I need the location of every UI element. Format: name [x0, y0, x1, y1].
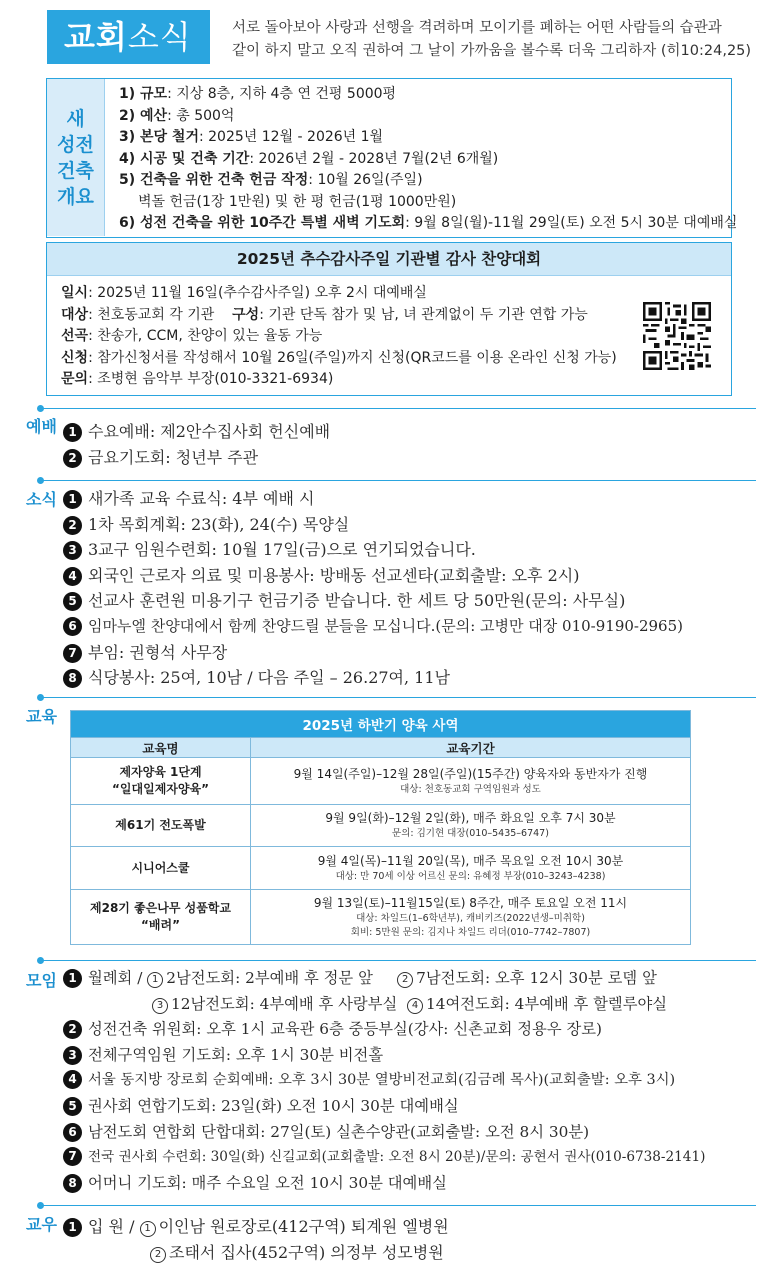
praise-contest-box: [46, 242, 732, 396]
worship-label: 예배: [26, 417, 57, 436]
list-item: 1 입 원 / 1 이인남 원로장로(412구역) 퇴계원 엘병원: [63, 1214, 449, 1240]
praise-date: 일시: 2025년 11월 16일(추수감사주일) 오후 2시 대예배실: [61, 285, 427, 301]
list-item: 2 조태서 집사(452구역) 의정부 성모병원: [63, 1240, 449, 1266]
section-divider: [40, 408, 756, 409]
list-item: 4 외국인 근로자 의료 및 미용봉사: 방배동 선교센타(교회출발: 오후 2시): [63, 563, 683, 589]
list-item: 2 1차 목회계획: 23(화), 24(수) 목양실: [63, 512, 683, 538]
overview-label-line: 건축: [57, 159, 94, 182]
course-period: 9월 9일(화)–12월 2일(화), 매주 화요일 오후 7시 30분 문의: 김기현 대장(010–5435–6747): [251, 805, 691, 847]
table-row: [71, 805, 691, 847]
overview-label-line: 새: [66, 107, 85, 130]
list-item: 5 선교사 훈련원 미용기구 헌금기증 받습니다. 한 세트 당 50만원(문의: 사무실): [63, 588, 683, 614]
overview-item: 6) 성전 건축을 위한 10주간 특별 새벽 기도회: 9월 8일(월)-11월 29일(토) 오전 5시 30분 대예배실: [119, 215, 738, 231]
list-item: 7 전국 권사회 수련회: 30일(화) 신길교회(교회출발: 오전 8시 20분)/문의: 공현서 권사(010-6738-2141): [63, 1145, 705, 1171]
column-header: 교육명: [71, 738, 251, 758]
list-item: 1 월례회 / 1 2남전도회: 2부예배 후 정문 앞 2 7남전도회: 오후 12시 30분 로뎀 앞: [63, 966, 705, 992]
praise-details: [61, 283, 617, 391]
overview-list: [119, 84, 737, 235]
title-bold: 교회: [64, 18, 128, 56]
list-item: 2 금요기도회: 청년부 주관: [63, 445, 330, 471]
praise-apply: 신청: 참가신청서를 작성해서 10월 26일(주일)까지 신청(QR코드를 이용 온라인 신청 가능): [61, 349, 617, 366]
overview-label-line: 개요: [57, 185, 94, 208]
title-light: 소식: [127, 18, 192, 56]
list-item: 5 권사회 연합기도회: 23일(화) 오전 10시 30분 대예배실: [63, 1094, 705, 1120]
members-label: 교우: [26, 1215, 57, 1234]
page-header: [0, 0, 767, 68]
meetings-list: [63, 966, 705, 1196]
overview-item: 1) 규모: 지상 8층, 지하 4층 연 건평 5000평: [119, 86, 397, 102]
section-divider: [40, 697, 756, 698]
verse-line: 서로 돌아보아 사랑과 선행을 격려하며 모이기를 폐하는 어떤 사람들의 습관과: [232, 20, 722, 36]
table-row: [71, 890, 691, 945]
course-period: 9월 4일(목)–11월 20일(목), 매주 목요일 오전 10시 30분 대상: 만 70세 이상 어르신 문의: 유혜정 부장(010–3243–4238): [251, 847, 691, 890]
column-header: 교육기간: [251, 738, 691, 758]
list-item: 2 성전건축 위원회: 오후 1시 교육관 6층 중등부실(강사: 신촌교회 정용우 장로): [63, 1017, 705, 1043]
list-item: 3 3교구 임원수련회: 10월 17일(금)으로 연기되었습니다.: [63, 537, 683, 563]
praise-heading: 2025년 추수감사주일 기관별 감사 찬양대회: [47, 243, 731, 276]
overview-item: 4) 시공 및 건축 기간: 2026년 2월 - 2028년 7월(2년 6개월): [119, 150, 499, 167]
overview-item: 2) 예산: 총 500억: [119, 107, 235, 124]
list-item: 6 남전도회 연합회 단합대회: 27일(토) 실촌수양관(교회출발: 오전 8시 30분): [63, 1120, 705, 1146]
meetings-label: 모임: [26, 971, 57, 990]
section-divider: [40, 960, 756, 961]
list-item: 3 전체구역임원 기도회: 오후 1시 30분 비전홀: [63, 1043, 705, 1069]
overview-label-line: 성전: [57, 133, 94, 156]
course-name: 제61기 전도폭발: [71, 805, 251, 847]
course-name: 제자양육 1단계 “일대일제자양육”: [71, 758, 251, 805]
section-divider: [40, 1205, 756, 1206]
table-row: [71, 847, 691, 890]
education-table: [70, 710, 691, 945]
course-name: 시니어스쿨: [71, 847, 251, 890]
overview-item: 5) 건축을 위한 건축 헌금 작정: 10월 26일(주일): [119, 172, 423, 188]
course-period: 9월 13일(토)–11월15일(토) 8주간, 매주 토요일 오전 11시 대상: 차일드(1–6학년부), 캐비키즈(2022년생–미취학) 회비: 5만원 문의: 김지나 차일드 리더(010–7742–7807): [251, 890, 691, 945]
overview-item: 벽돌 헌금(1장 1만원) 및 한 평 헌금(1평 1000만원): [138, 193, 457, 210]
list-item: 8 식당봉사: 25여, 10남 / 다음 주일 – 26.27여, 11남: [63, 665, 683, 691]
praise-contact: 문의: 조병현 음악부 부장(010-3321-6934): [61, 371, 334, 387]
praise-song: 선곡: 찬송가, CCM, 찬양이 있는 율동 가능: [61, 328, 323, 344]
table-row: [71, 758, 691, 805]
construction-overview-box: [46, 78, 738, 238]
news-list: [63, 486, 683, 691]
table-header-row: [71, 738, 691, 758]
news-label: 소식: [26, 490, 57, 509]
course-name: 제28기 좋은나무 성품학교 “배려”: [71, 890, 251, 945]
list-item: 8 어머니 기도회: 매주 수요일 오전 10시 30분 대예배실: [63, 1171, 705, 1197]
list-item: 7 부임: 권형석 사무장: [63, 640, 683, 666]
qr-code-icon[interactable]: [643, 302, 711, 370]
verse-line: 같이 하지 말고 오직 권하여 그 날이 가까움을 볼수록 더욱 그리하자 (히10:24,25): [232, 43, 752, 59]
section-divider: [40, 480, 756, 481]
list-item: 6 임마누엘 찬양대에서 함께 찬양드릴 분들을 모십니다.(문의: 고병만 대장 010-9190-2965): [63, 614, 683, 640]
education-label: 교육: [26, 707, 57, 726]
list-item: 1 새가족 교육 수료식: 4부 예배 시: [63, 486, 683, 512]
list-item: 1 수요예배: 제2안수집사회 헌신예배: [63, 419, 330, 445]
overview-item: 3) 본당 철거: 2025년 12월 - 2026년 1월: [119, 129, 384, 145]
praise-target: 대상: 천호동교회 각 기관 구성: 기관 단독 참가 및 남, 녀 관계없이 두 기관 연합 가능: [61, 306, 588, 323]
section-title-badge: [47, 10, 210, 64]
members-list: [63, 1214, 449, 1265]
course-period: 9월 14일(주일)–12월 28일(주일)(15주간) 양육자와 동반자가 진행 대상: 천호동교회 구역임원과 성도: [251, 758, 691, 805]
table-title: 2025년 하반기 양육 사역: [71, 711, 691, 738]
overview-label: [47, 79, 105, 236]
worship-list: [63, 419, 330, 470]
list-item: 3 12남전도회: 4부예배 후 사랑부실 4 14여전도회: 4부예배 후 할렐루야실: [63, 992, 705, 1018]
list-item: 4 서울 동지방 장로회 순회예배: 오후 3시 30분 열방비전교회(김금례 목사)(교회출발: 오후 3시): [63, 1068, 705, 1094]
scripture-verse: [232, 17, 752, 63]
